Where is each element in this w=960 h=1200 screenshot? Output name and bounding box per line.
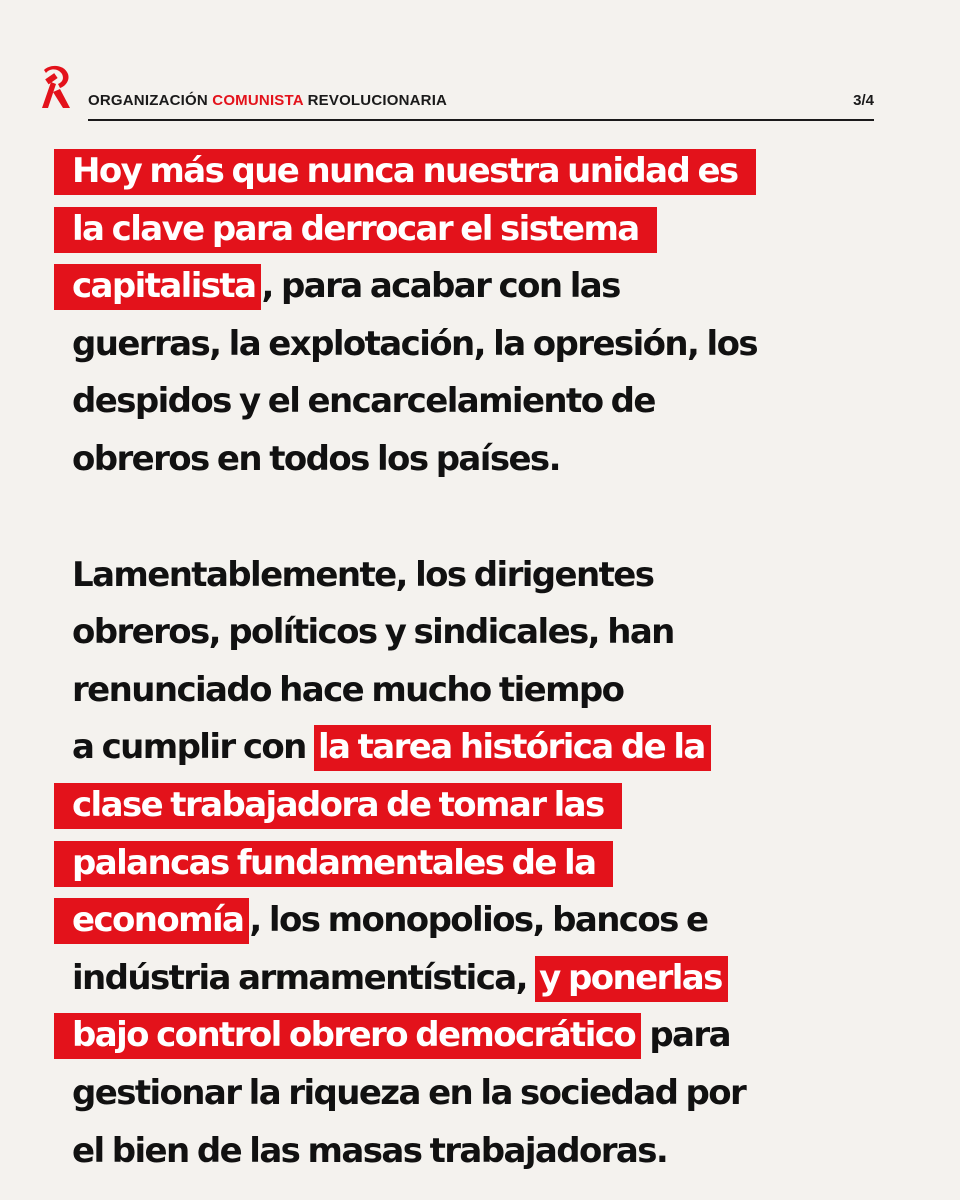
header xyxy=(36,62,874,122)
text-line xyxy=(54,719,924,777)
text-line xyxy=(54,950,924,1008)
highlight: bajo control obrero democrático xyxy=(54,1013,641,1059)
text-line xyxy=(54,892,924,950)
org-name-part1: ORGANIZACIÓN xyxy=(88,92,208,109)
text-line xyxy=(54,143,924,201)
text-line: despidos y el encarcelamiento de xyxy=(72,381,655,422)
text-line xyxy=(54,835,924,893)
org-name-part2: COMUNISTA xyxy=(212,92,304,109)
highlight: capitalista xyxy=(54,264,261,310)
header-divider xyxy=(88,119,874,121)
text-line: renunciado hace mucho tiempo xyxy=(72,669,624,710)
page-indicator: 3/4 xyxy=(853,92,874,109)
text-line: gestionar la riqueza en la sociedad por xyxy=(72,1072,746,1113)
text-segment: , los monopolios, bancos e xyxy=(249,900,708,941)
highlight: la clave para derrocar el sistema xyxy=(54,207,657,253)
text-line xyxy=(54,777,924,835)
text-segment: para xyxy=(641,1015,730,1056)
text-line: Lamentablemente, los dirigentes xyxy=(72,554,654,595)
highlight: la tarea histórica de la xyxy=(314,725,711,771)
text-line xyxy=(54,1007,924,1065)
text-line xyxy=(54,258,924,316)
highlight: Hoy más que nunca nuestra unidad es xyxy=(54,149,756,195)
organization-name xyxy=(88,92,447,109)
text-line: obreros, políticos y sindicales, han xyxy=(72,612,674,653)
highlight: economía xyxy=(54,898,249,944)
hammer-sickle-r-icon xyxy=(36,62,76,110)
text-line: obreros en todos los países. xyxy=(72,438,560,479)
text-line xyxy=(54,201,924,259)
text-segment: , para acabar con las xyxy=(261,266,620,307)
text-line: el bien de las masas trabajadoras. xyxy=(72,1130,668,1171)
body-text xyxy=(54,143,924,1180)
paragraph-1 xyxy=(54,143,924,489)
text-segment: a cumplir con xyxy=(72,727,314,768)
org-name-part3: REVOLUCIONARIA xyxy=(307,92,448,109)
highlight: palancas fundamentales de la xyxy=(54,841,613,887)
highlight: y ponerlas xyxy=(535,956,728,1002)
paragraph-2 xyxy=(54,547,924,1181)
highlight: clase trabajadora de tomar las xyxy=(54,783,622,829)
text-line: guerras, la explotación, la opresión, los xyxy=(72,323,757,364)
text-segment: indústria armamentística, xyxy=(72,957,536,998)
